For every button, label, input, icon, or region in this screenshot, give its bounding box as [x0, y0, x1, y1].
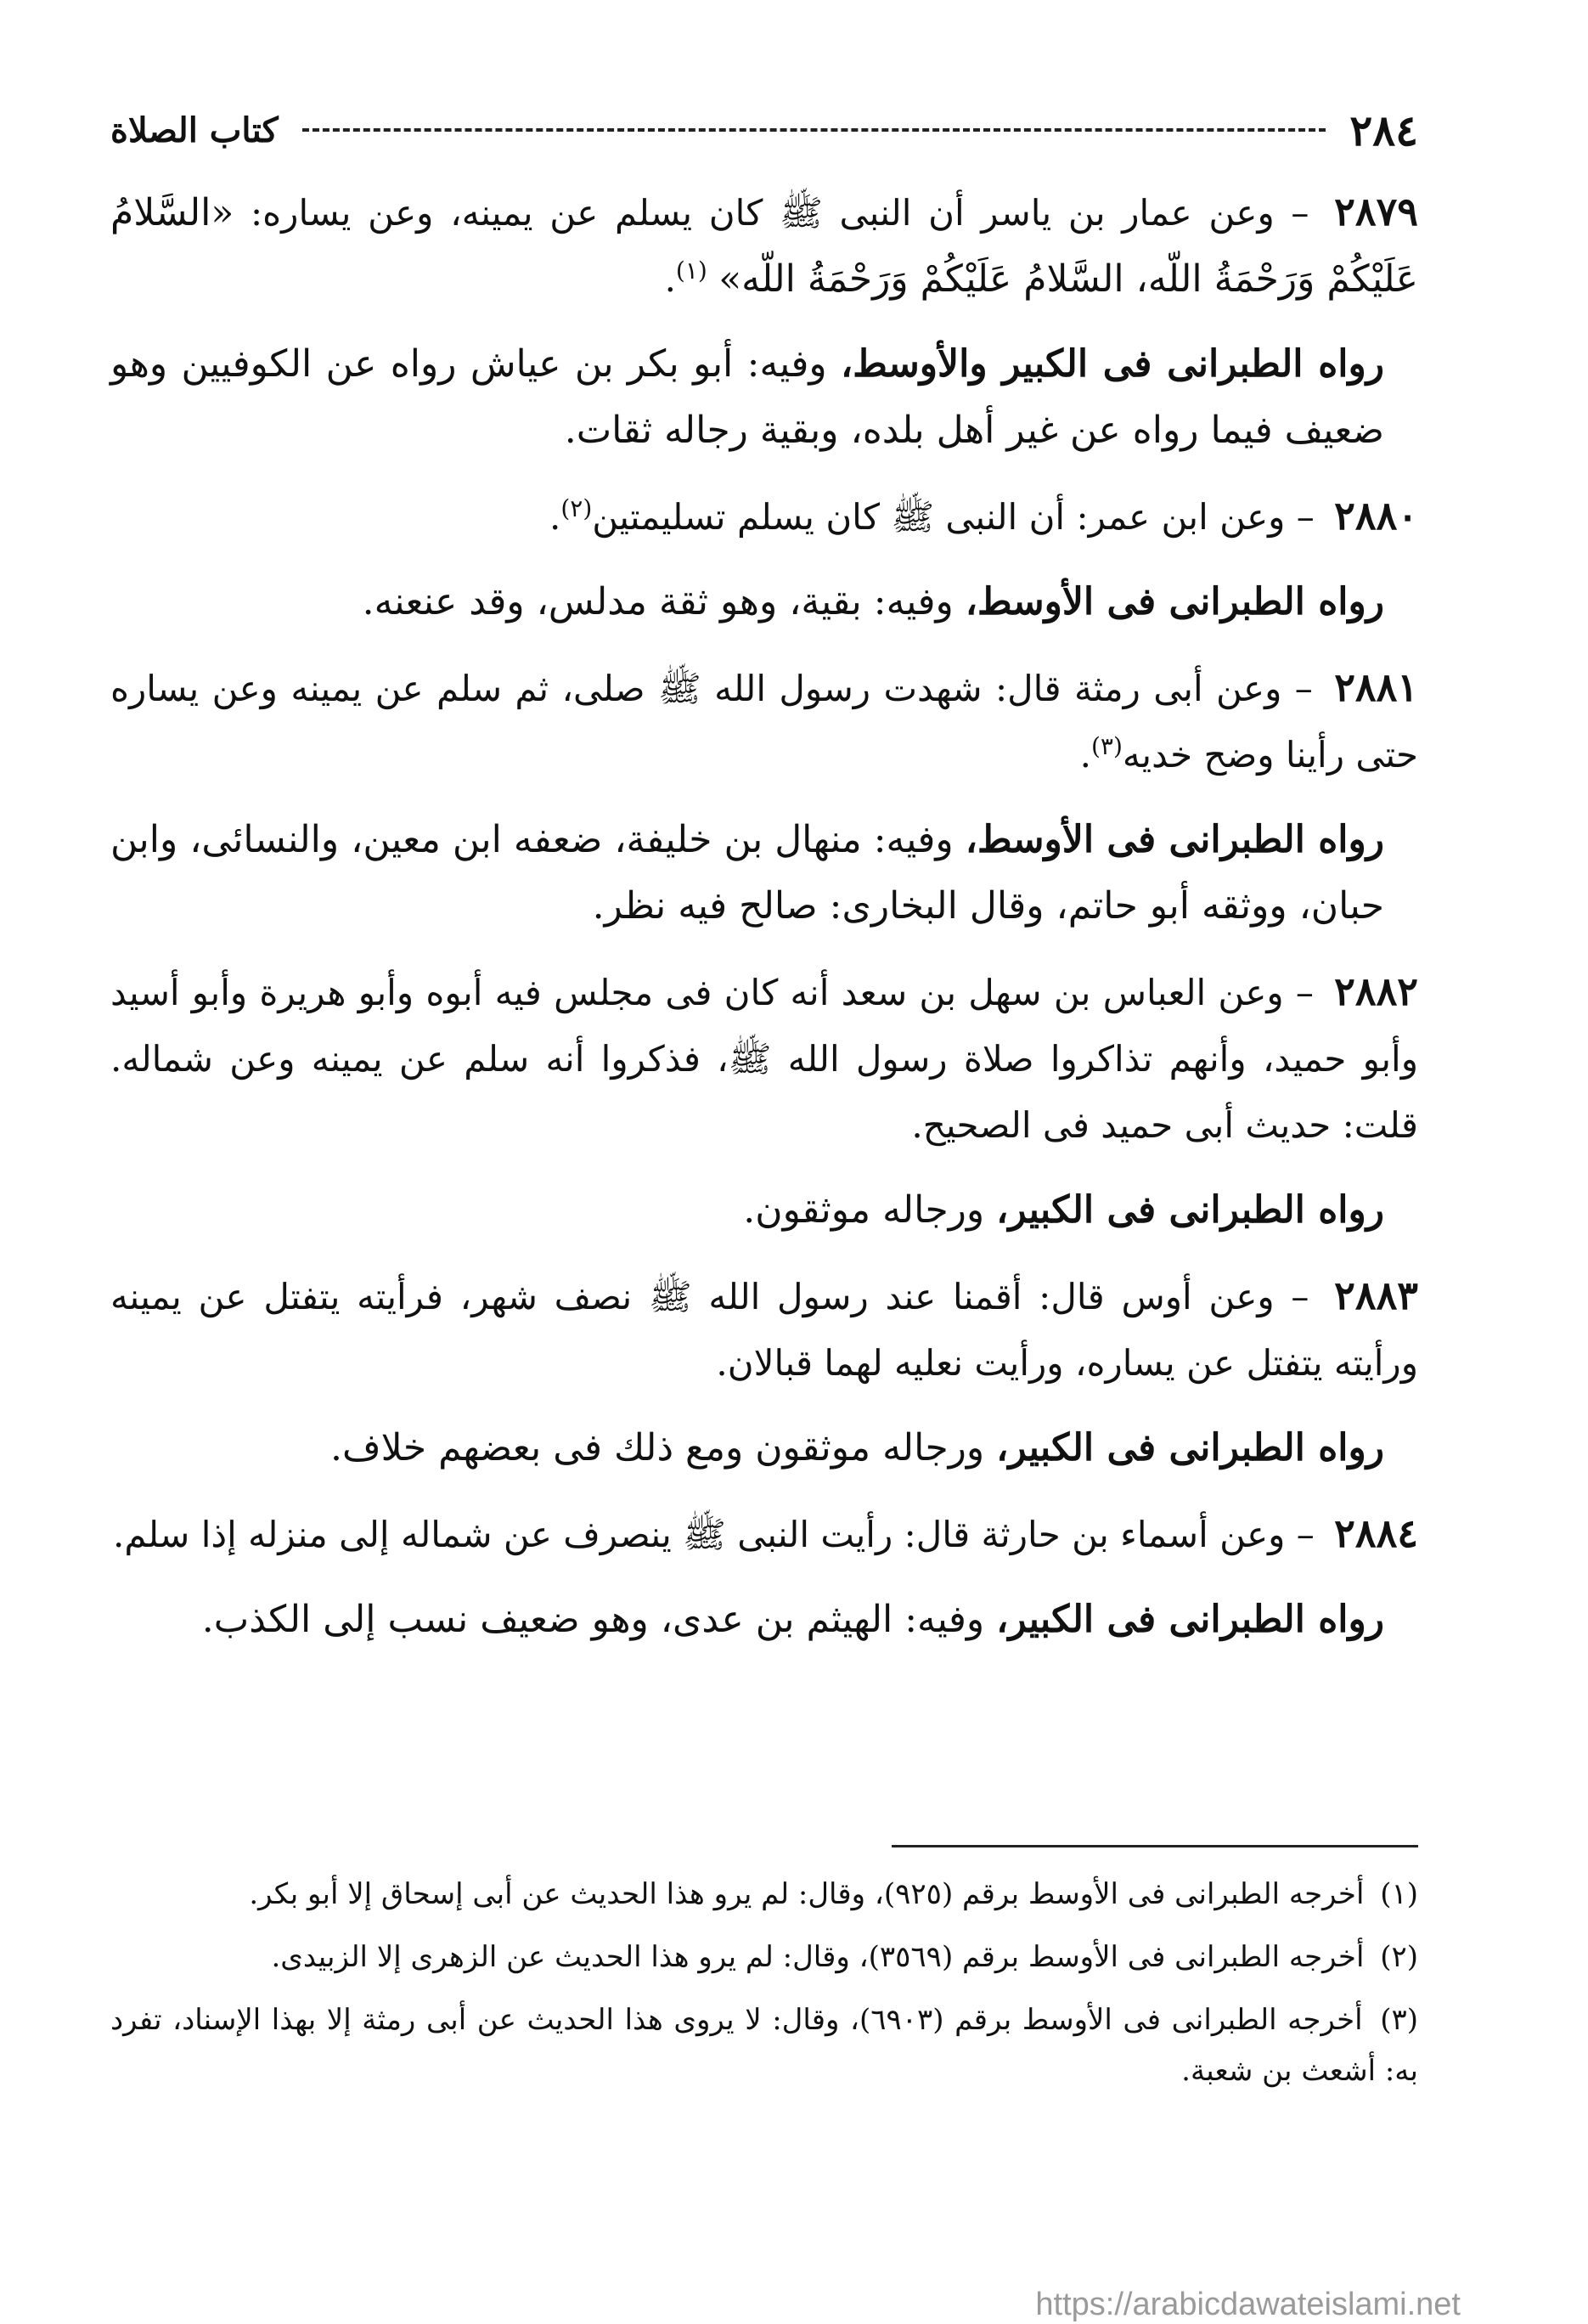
hadith-text: – وعن أبى رمثة قال: شهدت رسول الله ﷺ صلى، ثم سلم عن يمينه وعن يساره حتى رأينا وضح خديه [110, 668, 1418, 776]
hadith-end: . [716, 1342, 728, 1384]
hadith-number: ٢٨٨٤ [1334, 1510, 1418, 1556]
narration-note [110, 807, 1418, 939]
footnote-ref: (٢) [560, 494, 593, 522]
footnote-ref: (٣) [1090, 732, 1123, 760]
page-number: ٢٨٤ [1349, 104, 1418, 155]
hadith-entry [110, 178, 1418, 313]
hadith-entry [110, 1500, 1418, 1568]
hadith-entry [110, 958, 1418, 1159]
hadith-end: . [911, 1104, 923, 1146]
footnote [110, 1932, 1418, 1983]
hadith-number: ٢٨٨٠ [1334, 493, 1418, 539]
footnote-number: (١) [1380, 1877, 1418, 1911]
hadith-quote: «السَّلامُ عَلَيْكُمْ وَرَحْمَةُ اللّه، السَّلامُ عَلَيْكُمْ وَرَحْمَةُ اللّه» [110, 191, 1418, 301]
note-lead: رواه الطبرانى فى الكبير والأوسط، [840, 342, 1384, 386]
hadith-number: ٢٨٧٩ [1334, 189, 1418, 234]
note-rest: ورجاله موثقون. [743, 1188, 997, 1232]
footnote-text: أخرجه الطبرانى فى الأوسط برقم (٩٢٥)، وقال: لم يرو هذا الحديث عن أبى إسحاق إلا أبو بكر. [249, 1877, 1365, 1911]
note-rest: وفيه: الهيثم بن عدى، وهو ضعيف نسب إلى الكذب. [201, 1598, 997, 1641]
hadith-entry [110, 482, 1418, 550]
footnote-ref: (١) [675, 257, 707, 285]
footnotes [110, 1869, 1418, 2108]
narration-note [110, 1177, 1418, 1244]
hadith-entry [110, 654, 1418, 788]
hadith-number: ٢٨٨٣ [1334, 1272, 1418, 1318]
note-lead: رواه الطبرانى فى الكبير، [996, 1598, 1384, 1641]
book-page [110, 85, 1418, 2259]
hadith-text: – وعن العباس بن سهل بن سعد أنه كان فى مجلس فيه أبوه وأبو هريرة وأبو أسيد وأبو حميد، وأنهم تذاكروا صلاة رسول الله ﷺ، فذكروا أنه سلم عن يمينه وعن شماله. قلت: حديث أبى حميد فى الصحيح [110, 972, 1418, 1146]
hadith-entry [110, 1262, 1418, 1396]
hadith-end: . [664, 258, 676, 300]
hadith-number: ٢٨٨٢ [1334, 968, 1418, 1014]
hadith-end: . [549, 496, 561, 538]
header-dashed-rule [302, 128, 1326, 132]
page-header [110, 100, 1418, 160]
hadith-text: – وعن أوس قال: أقمنا عند رسول الله ﷺ نصف شهر، فرأيته يتفتل عن يمينه ورأيته يتفتل عن يساره، ورأيت نعليه لهما قبالان [110, 1276, 1418, 1384]
footnote-text: أخرجه الطبرانى فى الأوسط برقم (٣٥٦٩)، وقال: لم يرو هذا الحديث عن الزهرى إلا الزبيدى. [271, 1940, 1365, 1974]
note-lead: رواه الطبرانى فى الأوسط، [965, 580, 1384, 623]
note-lead: رواه الطبرانى فى الأوسط، [965, 818, 1385, 861]
note-rest: وفيه: بقية، وهو ثقة مدلس، وقد عنعنه. [362, 580, 966, 623]
hadith-end: . [112, 1514, 125, 1555]
note-rest: وفيه: أبو بكر بن عياش رواه عن الكوفيين وهو ضعيف فيما رواه عن غير أهل بلده، وبقية رجاله ثقات. [110, 342, 1384, 452]
footnote [110, 1869, 1418, 1920]
footnote [110, 1994, 1418, 2096]
footnote-number: (٢) [1380, 1940, 1418, 1974]
hadith-text: – وعن ابن عمر: أن النبى ﷺ كان يسلم تسليمتين [592, 496, 1315, 538]
note-lead: رواه الطبرانى فى الكبير، [996, 1188, 1384, 1232]
footnote-number: (٣) [1380, 2003, 1419, 2037]
page-body [110, 178, 1418, 1672]
footnote-text: أخرجه الطبرانى فى الأوسط برقم (٦٩٠٣)، وقال: لا يروى هذا الحديث عن أبى رمثة إلا بهذا الإسناد، تفرد به: أشعث بن شعبة. [110, 2003, 1418, 2088]
hadith-text: – وعن أسماء بن حارثة قال: رأيت النبى ﷺ ينصرف عن شماله إلى منزله إذا سلم [124, 1514, 1315, 1555]
note-rest: وفيه: منهال بن خليفة، ضعفه ابن معين، والنسائى، وابن حبان، ووثقه أبو حاتم، وقال البخارى: صالح فيه نظر. [110, 818, 1384, 928]
note-lead: رواه الطبرانى فى الكبير، [996, 1426, 1384, 1469]
watermark-url: https://arabicdawateislami.net [1035, 2287, 1461, 2322]
narration-note [110, 1415, 1418, 1481]
running-title: كتاب الصلاة [110, 110, 279, 150]
note-rest: ورجاله موثقون ومع ذلك فى بعضهم خلاف. [330, 1426, 997, 1469]
hadith-number: ٢٨٨١ [1334, 664, 1419, 710]
narration-note [110, 569, 1418, 635]
hadith-end: . [1079, 734, 1091, 776]
narration-note [110, 1587, 1418, 1653]
footnote-separator [892, 1845, 1418, 1847]
narration-note [110, 331, 1418, 464]
hadith-text: – وعن عمار بن ياسر أن النبى ﷺ كان يسلم عن يمينه، وعن يساره: [234, 192, 1309, 234]
